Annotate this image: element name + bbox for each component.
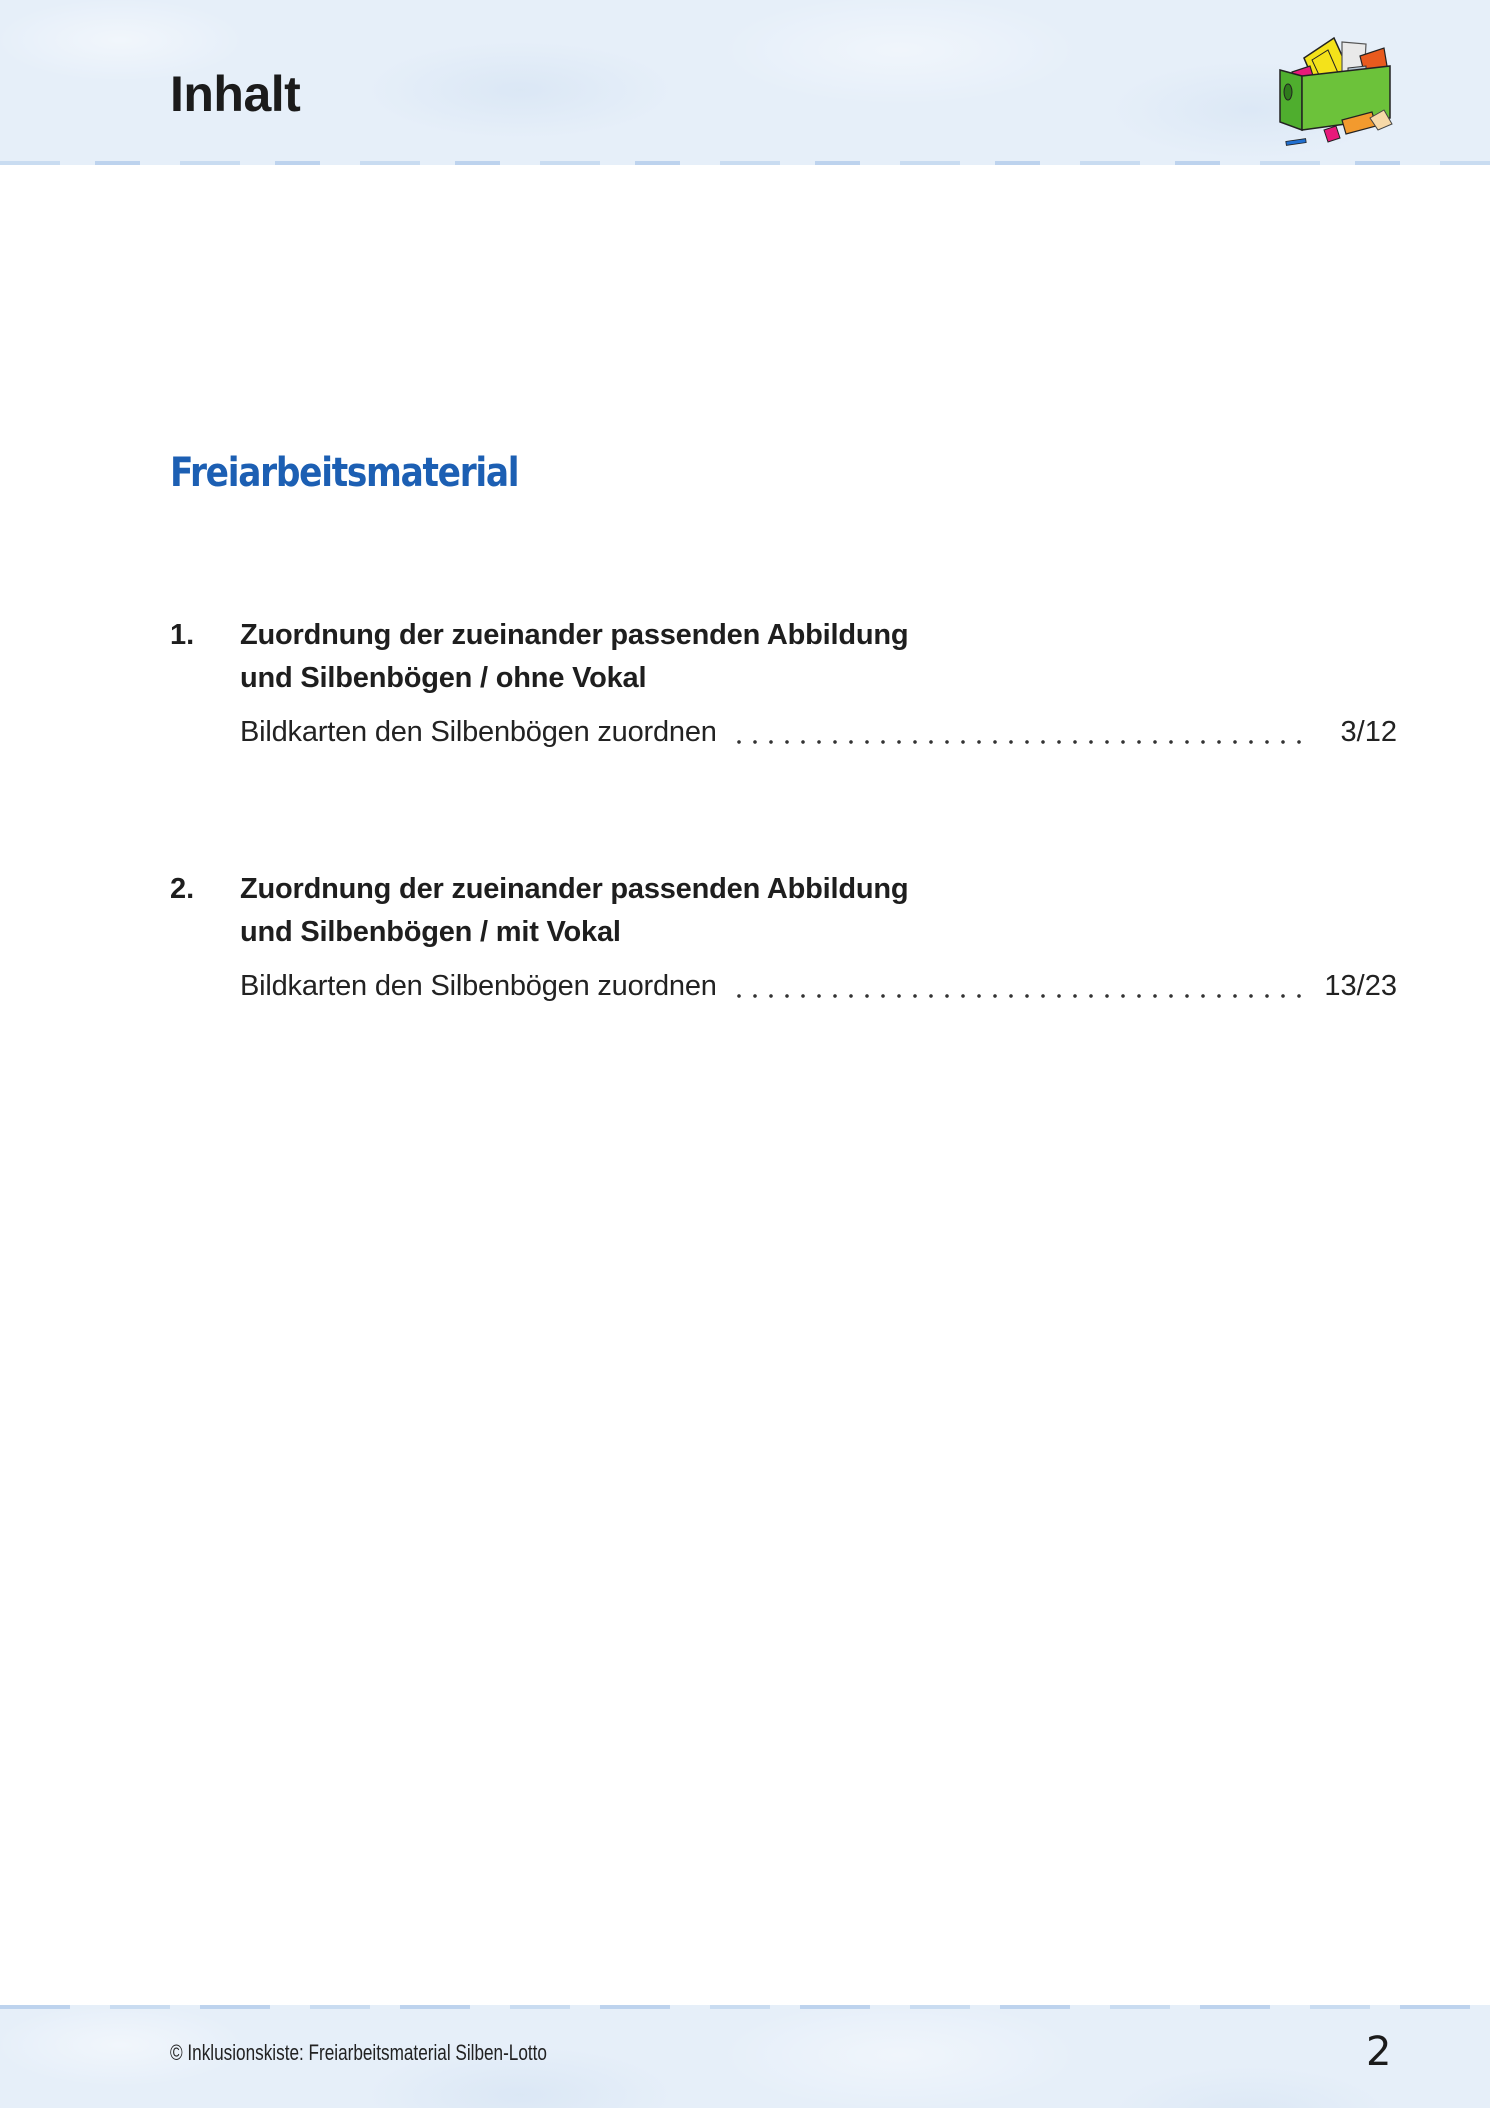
entry-number: 1. [170,619,195,651]
entry-title-line: und Silbenbögen / mit Vokal [240,916,621,948]
toc-subentry[interactable] [240,966,1397,1006]
entry-title-line: Zuordnung der zueinander passenden Abbildung [240,873,909,905]
page-number: 2 [1366,2029,1392,2075]
page-range: 13/23 [1324,970,1397,1002]
dot-leader [731,740,1307,744]
entry-title-line: und Silbenbögen / ohne Vokal [240,662,647,694]
subentry-label: Bildkarten den Silbenbögen zuordnen [240,716,717,748]
footer-copyright: © Inklusionskiste: Freiarbeitsmaterial Silben-Lotto [170,2040,547,2065]
entry-title [240,614,1140,700]
entry-title [240,868,1140,954]
subentry-label: Bildkarten den Silbenbögen zuordnen [240,970,717,1002]
section-heading: Freiarbeitsmaterial [170,450,519,496]
dot-leader [731,994,1305,998]
entry-title-line: Zuordnung der zueinander passenden Abbildung [240,619,909,651]
page-title: Inhalt [170,66,301,122]
entry-number: 2. [170,873,195,905]
page-range: 3/12 [1340,716,1397,748]
material-box-icon [1262,30,1397,148]
toc-subentry[interactable] [240,712,1397,752]
